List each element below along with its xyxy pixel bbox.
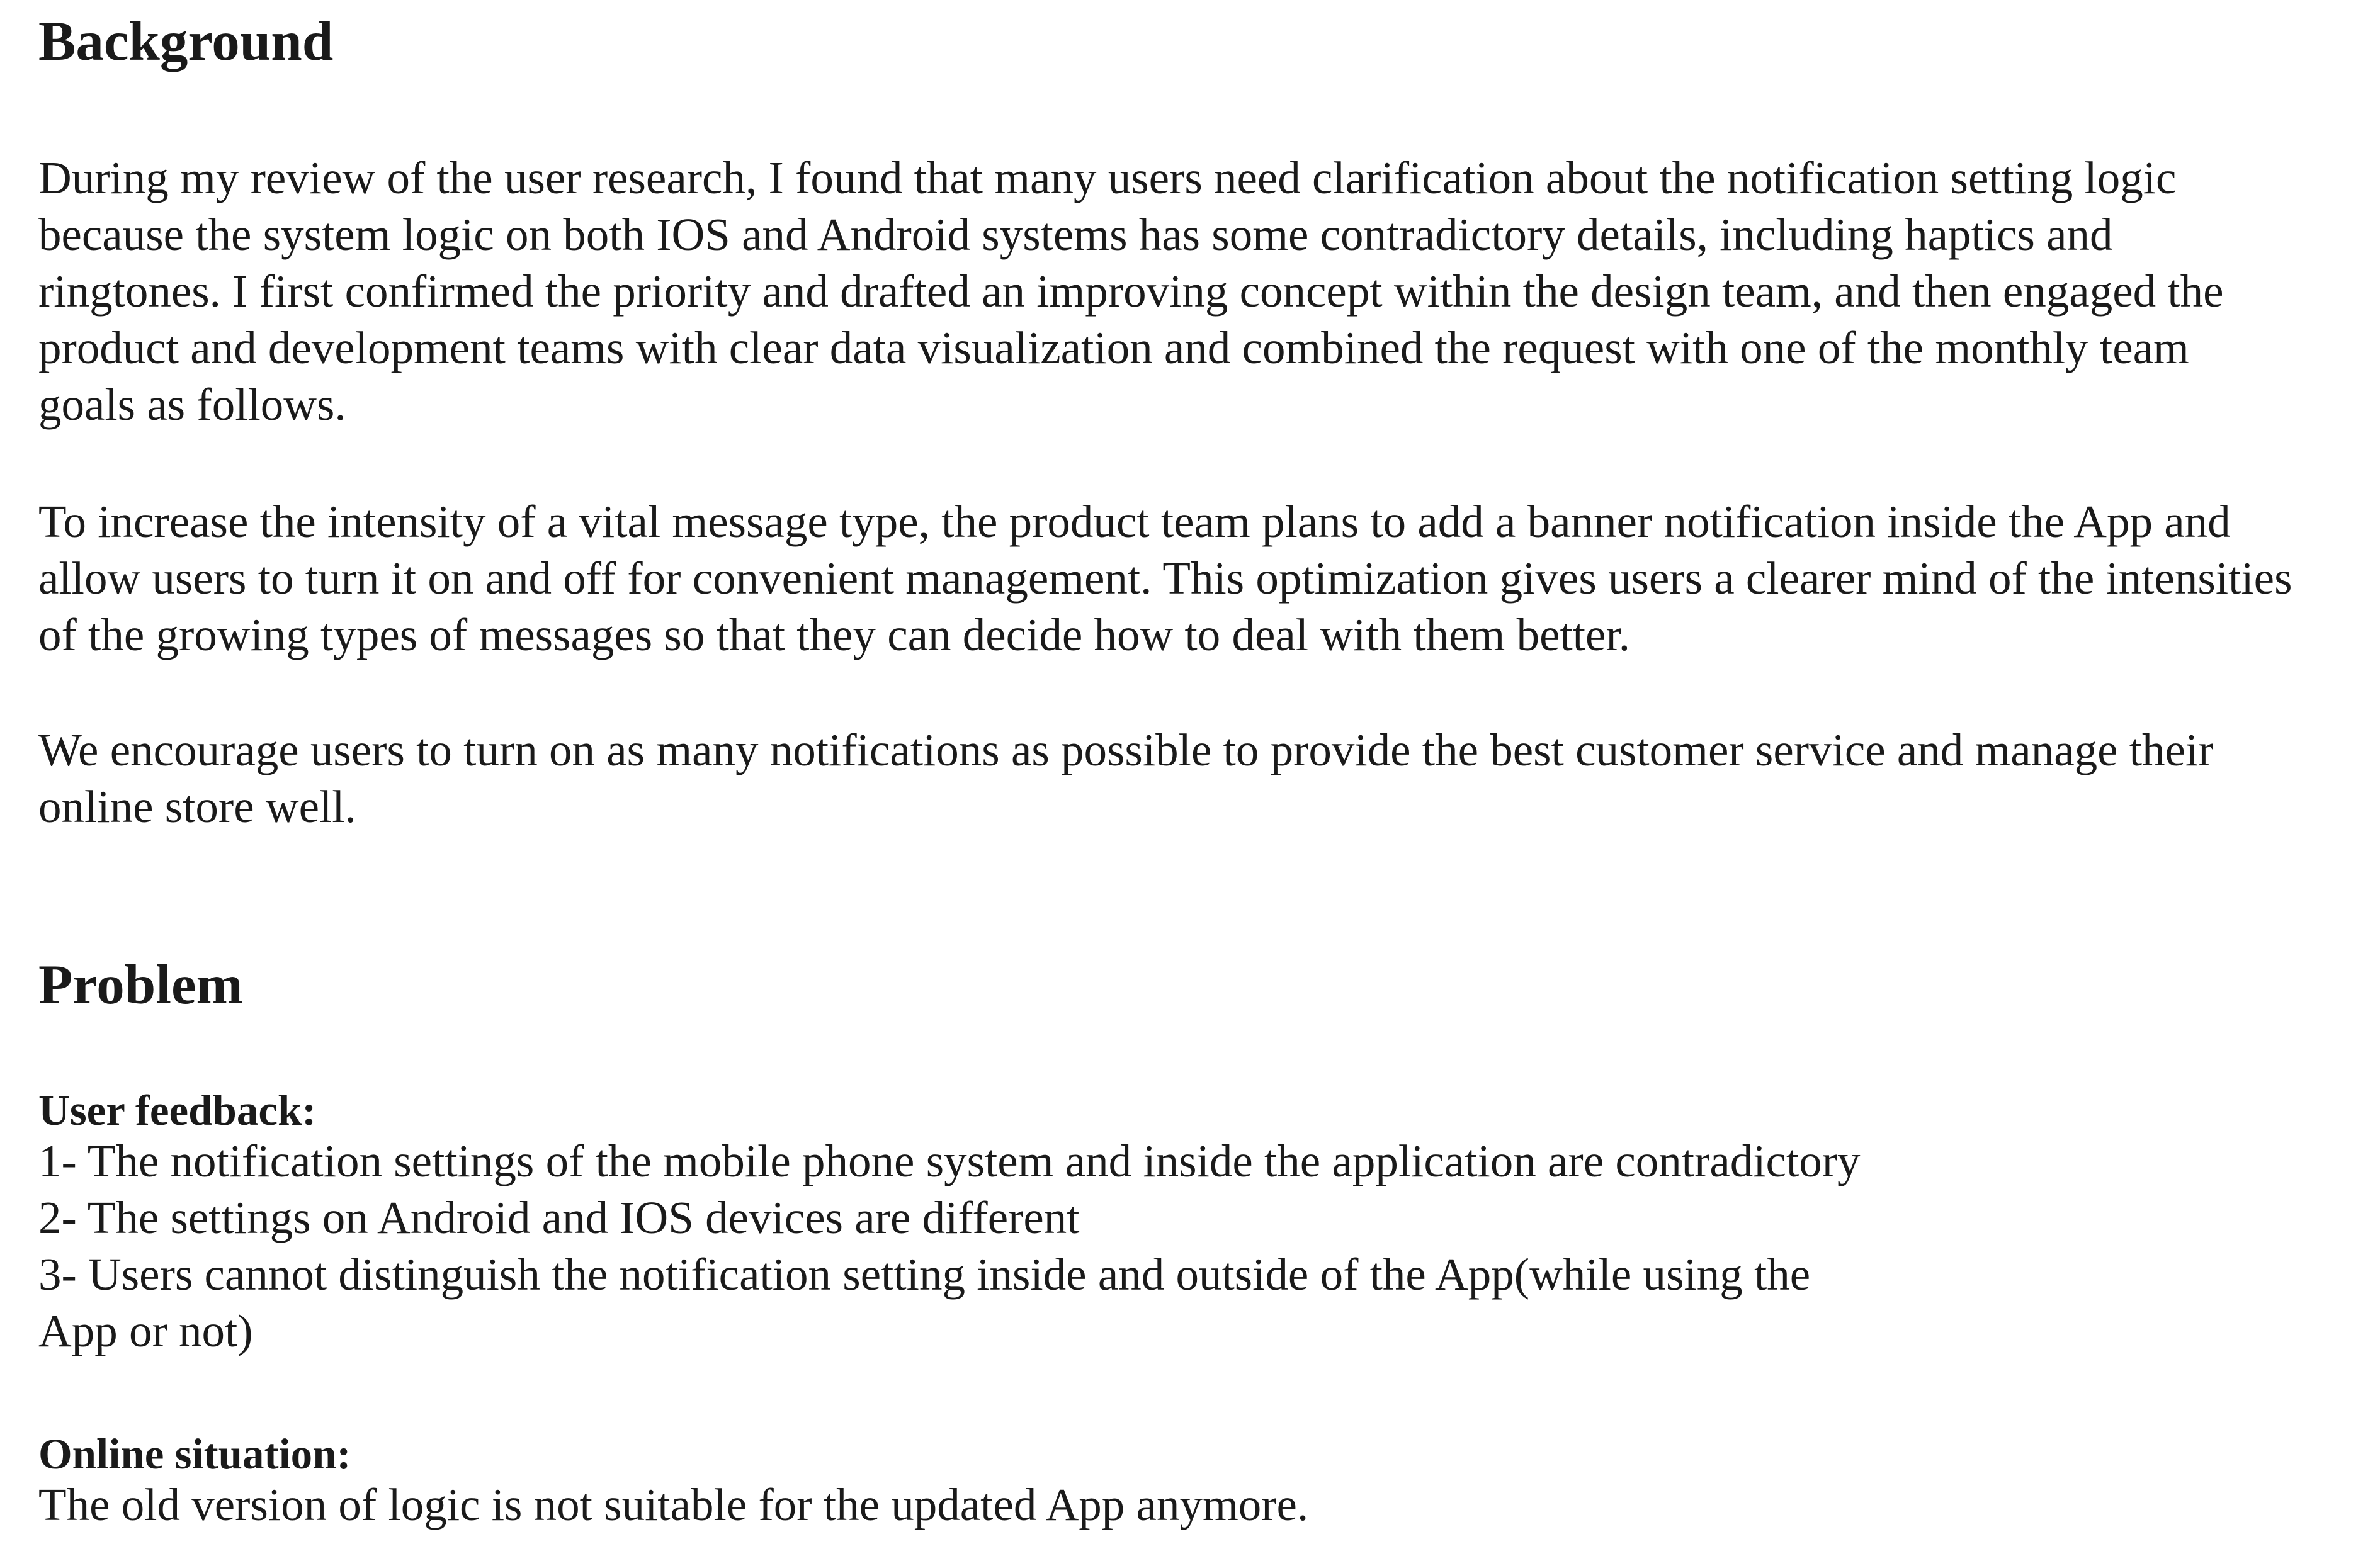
problem-heading: Problem <box>38 954 243 1016</box>
text-line: ringtones. I first confirmed the priority and drafted an improving concept within the design team, and then engaged the <box>38 266 2224 317</box>
text-line: product and development teams with clear data visualization and combined the request with one of the monthly team <box>38 322 2189 373</box>
online-situation-label: Online situation: <box>38 1430 351 1478</box>
text-line: allow users to turn it on and off for convenient management. This optimization gives users a clearer mind of the intensities <box>38 553 2292 604</box>
background-paragraph-1 <box>38 150 2224 433</box>
list-item: 1- The notification settings of the mobile phone system and inside the application are contradictory <box>38 1136 1861 1186</box>
online-situation-text <box>38 1477 1308 1533</box>
text-line: of the growing types of messages so that they can decide how to deal with them better. <box>38 609 1630 660</box>
user-feedback-list <box>38 1133 1861 1360</box>
list-item: 2- The settings on Android and IOS devices are different <box>38 1192 1080 1243</box>
text-line: During my review of the user research, I found that many users need clarification about the notification setting logic <box>38 152 2177 203</box>
background-heading: Background <box>38 11 334 72</box>
background-paragraph-3 <box>38 722 2214 835</box>
user-feedback-label: User feedback: <box>38 1086 317 1134</box>
text-line: We encourage users to turn on as many notifications as possible to provide the best customer service and manage their <box>38 724 2214 775</box>
text-line: The old version of logic is not suitable for the updated App anymore. <box>38 1479 1309 1530</box>
list-item: 3- Users cannot distinguish the notification setting inside and outside of the App(while using the <box>38 1249 1811 1300</box>
text-line: To increase the intensity of a vital message type, the product team plans to add a banner notification inside the App and <box>38 496 2231 547</box>
text-line: because the system logic on both IOS and Android systems has some contradictory details, including haptics and <box>38 209 2113 260</box>
text-line: goals as follows. <box>38 379 346 430</box>
background-paragraph-2 <box>38 493 2292 663</box>
list-item: App or not) <box>38 1305 253 1356</box>
text-line: online store well. <box>38 781 356 832</box>
